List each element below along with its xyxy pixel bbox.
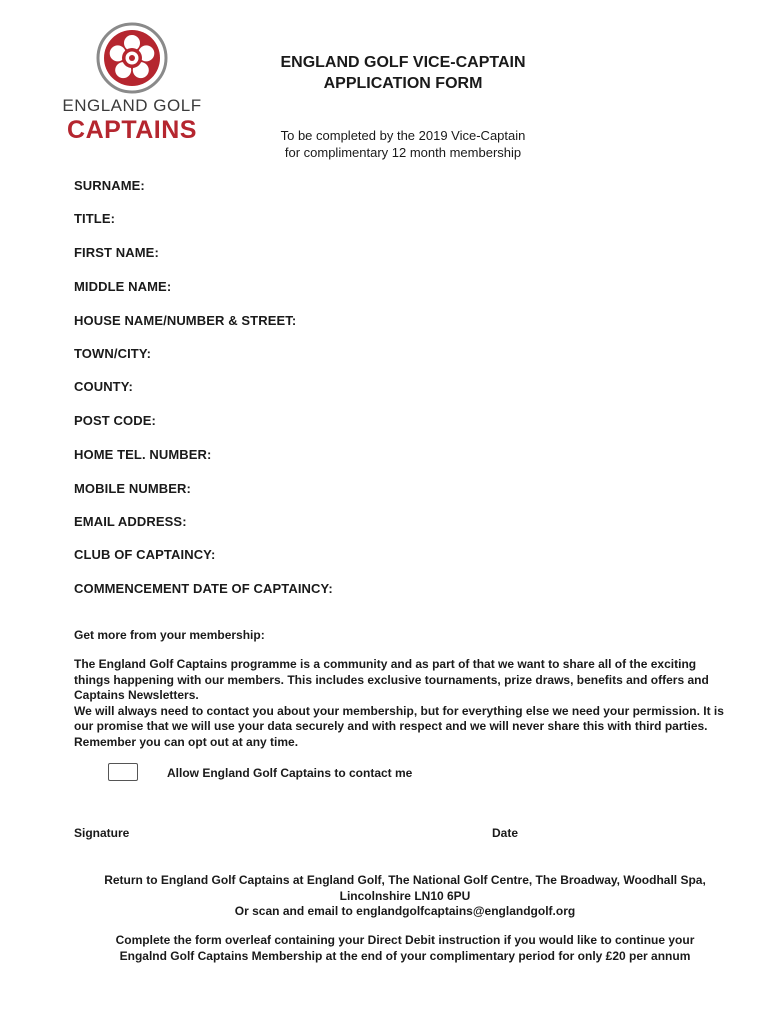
field-title[interactable]: TITLE:	[74, 211, 116, 226]
form-subtitle-line1: To be completed by the 2019 Vice-Captain	[280, 128, 526, 143]
field-surname[interactable]: SURNAME:	[74, 178, 145, 193]
field-club-of-captaincy[interactable]: CLUB OF CAPTAINCY:	[74, 547, 216, 562]
tudor-rose-icon	[96, 22, 168, 94]
membership-text	[74, 657, 734, 750]
logo-text-england-golf: ENGLAND GOLF	[62, 96, 202, 115]
membership-heading: Get more from your membership:	[74, 628, 265, 642]
field-middle-name[interactable]: MIDDLE NAME:	[74, 279, 172, 294]
return-address-line1: Return to England Golf Captains at England Golf, The National Golf Centre, The Broadway, Woodhall Spa,	[104, 873, 706, 887]
return-address	[60, 873, 750, 920]
date-label: Date	[492, 826, 519, 840]
form-title	[210, 52, 596, 94]
logo-text-captains: CAPTAINS	[67, 116, 197, 144]
direct-debit-note-line1: Complete the form overleaf containing your Direct Debit instruction if you would like to continue your	[115, 933, 695, 947]
field-home-tel[interactable]: HOME TEL. NUMBER:	[74, 447, 212, 462]
field-post-code[interactable]: POST CODE:	[74, 413, 156, 428]
membership-paragraph-2: We will always need to contact you about your membership, but for everything else we need your permission. It is our promise that we will use your data securely and with respect and we will never share this with third parties. Remember you can opt out at any time.	[74, 703, 724, 749]
signature-label: Signature	[74, 826, 130, 840]
return-address-line2: Lincolnshire LN10 6PU	[339, 888, 471, 903]
form-title-line1: ENGLAND GOLF VICE-CAPTAIN	[280, 54, 526, 71]
contact-consent-checkbox[interactable]	[108, 763, 138, 781]
england-golf-captains-logo	[52, 22, 212, 146]
field-email-address[interactable]: EMAIL ADDRESS:	[74, 514, 187, 529]
return-email-line: Or scan and email to englandgolfcaptains@englandgolf.org	[234, 904, 576, 918]
field-house-street[interactable]: HOUSE NAME/NUMBER & STREET:	[74, 313, 297, 328]
direct-debit-note	[60, 933, 750, 964]
form-subtitle-line2: for complimentary 12 month membership	[284, 145, 522, 160]
direct-debit-note-line2: Engalnd Golf Captains Membership at the end of your complimentary period for only £20 per annum	[119, 948, 691, 963]
field-first-name[interactable]: FIRST NAME:	[74, 245, 159, 260]
field-town-city[interactable]: TOWN/CITY:	[74, 346, 152, 361]
field-mobile-number[interactable]: MOBILE NUMBER:	[74, 481, 191, 496]
form-subtitle	[210, 127, 596, 161]
membership-paragraph-1: The England Golf Captains programme is a community and as part of that we want to share all of the exciting things happening with our members. This includes exclusive tournaments, prize draws, benefits and offers and Captains Newsletters.	[74, 657, 709, 702]
field-county[interactable]: COUNTY:	[74, 379, 133, 394]
form-title-line2: APPLICATION FORM	[323, 75, 483, 92]
field-commencement-date[interactable]: COMMENCEMENT DATE OF CAPTAINCY:	[74, 581, 333, 596]
contact-consent-label: Allow England Golf Captains to contact me	[167, 766, 413, 780]
